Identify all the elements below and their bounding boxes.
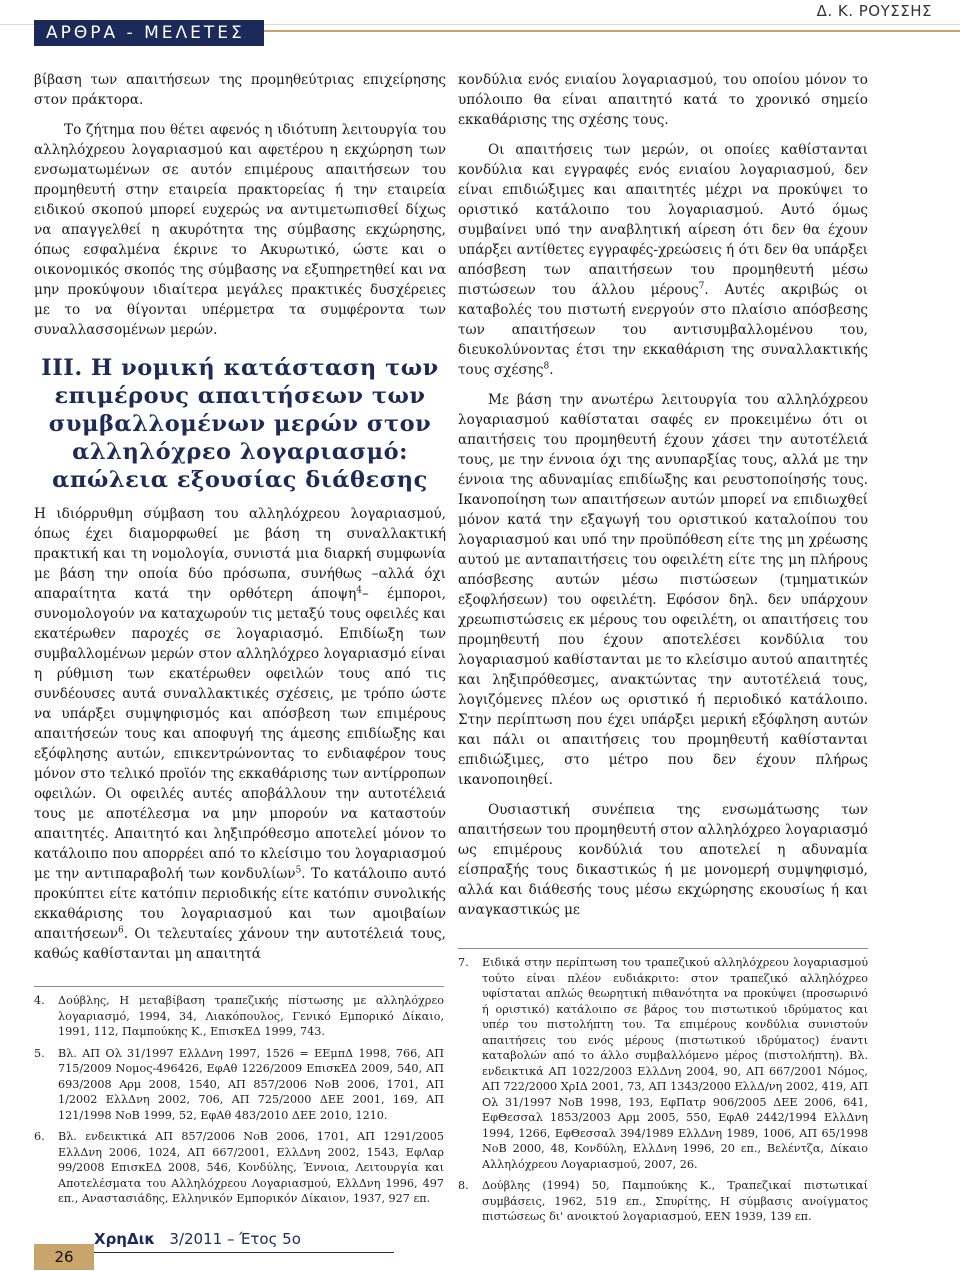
footnote-ref[interactable]: 6: [117, 925, 124, 936]
journal-info: [94, 1230, 301, 1248]
footnotes-left: [34, 986, 444, 1213]
footnote-8: [458, 1178, 868, 1225]
footnote-text: Βλ. ΑΠ Ολ 31/1997 ΕλλΔνη 1997, 1526 = ΕΕμπΔ 1998, 766, ΑΠ 715/2009 Νομος-496426, ΕφΑθ 1226/2009 ΕπισκΕΔ 2009, 540, ΑΠ 693/2008 Αρμ 2008, 1540, ΑΠ 857/2006 ΝοΒ 2006, 1701, ΑΠ 1/2002 ΕλλΔνη 2002, 706, ΑΠ 725/2000 ΔΕΕ 2001, 169, ΑΠ 121/1998 ΝοΒ 1999, 52, ΕφΑθ 483/2010 ΔΕΕ 2010, 1210.: [58, 1046, 444, 1122]
left-column: [34, 70, 446, 964]
text-run: Οι απαιτήσεις των μερών, οι οποίες καθίστανται κονδύλια και εγγραφές ενός ενιαίου λογαριασμού, δεν είναι επιδιώξιμες και απαιτητές μέχρι να προκύψει το οριστικό κατάλοιπο του λογαριασμού. Αυτό όμως συμβαίνει υπό την αναβλητική αίρεση ότι δεν θα έχουν υπάρξει αντίθετες εγγραφές-χρεώσεις ή ότι δεν θα υπάρξει απόσβεση των απαιτήσεων του προμηθευτή μέσω πιστώσεων του άλλου μέρους: [458, 142, 868, 298]
text-run: Η ιδιόρρυθμη σύμβαση του αλληλόχρεου λογαριασμού, όπως έχει διαμορφωθεί με βάση τη συναλλακτική πρακτική και τη νομολογία, συνιστά μια διαρκή συμφωνία με βάση την οποία δύο πρόσωπα, συνήθως –αλλά όχι απαραίτητα κατά την ορθότερη άποψη: [34, 506, 446, 602]
footer-rule: [94, 1252, 394, 1253]
text-run: – έμποροι, συνομολογούν να καταχωρούν τις μεταξύ τους οφειλές και εκατέρωθεν παροχές σε λογαριασμό. Επιδίωξη των συμβαλλομένων μερών στον αλληλόχρεο λογαριασμό είναι η ρύθμιση των εκατέρωθεν οφειλών τους από τις συνδέουσες αυτά συναλλακτικές σχέσεις, με τρόπο ώστε να υπάρξει συμψηφισμός και απόσβεση των επιμέρους απαιτήσεών τους και αποφυγή της άμεσης επιδίωξης και εξόφλησης αυτών, επικεντρώνοντας το ενδιαφέρον τους μόνον στο τελικό προϊόν της εκκαθάρισης των αντίρροπων οφειλών. Οι οφειλές αυτές αποβάλλουν την αυτοτέλειά τους με αποτέλεσμα να μην μπορούν να καταστούν απαιτητές. Απαιτητό και ληξιπρόθεσμο αποτελεί μόνον το κατάλοιπο που απορρέει από το κλείσιμο του λογαριασμού με την αντιπαραβολή των κονδυλίων: [34, 586, 446, 882]
paragraph: [458, 140, 868, 380]
footnote-text: Δούβλης, Η μεταβίβαση τραπεζικής πίστωσης με αλληλόχρεο λογαριασμό, 1994, 34, Λιακόπουλος, Γενικό Εμπορικό Δίκαιο, 1991, 112, Παμπούκης Κ., ΕπισκΕΔ 1999, 743.: [58, 994, 444, 1038]
section-heading: ΙΙΙ. Η νομική κατάσταση των επιμέρους απαιτήσεων των συμβαλλομένων μερών στον αλληλόχρεο λογαριασμό: απώλεια εξουσίας διάθεσης: [41, 355, 439, 493]
paragraph: κονδύλια ενός ενιαίου λογαριασμού, του οποίου μόνον το υπόλοιπο θα είναι απαιτητό κατά το χρονικό σημείο εκκαθάρισης της σχέσης τους.: [458, 72, 868, 128]
footnote-rule: [34, 986, 444, 987]
text-run: . Οι τελευταίες χάνουν την αυτοτέλειά τους, καθώς καθίστανται μη απαιτητά: [34, 926, 446, 962]
paragraph: Ουσιαστική συνέπεια της ενσωμάτωσης των απαιτήσεων του προμηθευτή στον αλληλόχρεο λογαριασμό ως επιμέρους κονδύλιά του αποτελεί η αδυναμία είσπραξής τους δικαστικώς ή με μονομερή συμψηφισμό, αλλά και διάθεσής τους μέσω εκχώρησης εκουσίως ή και αναγκαστικώς με: [458, 802, 868, 918]
section-tag: ΑΡΘΡΑ - ΜΕΛΕΤΕΣ: [34, 20, 264, 46]
footnote-ref[interactable]: 4: [356, 585, 363, 596]
page-number: 26: [34, 1244, 94, 1270]
footnote-ref[interactable]: 8: [543, 361, 550, 372]
footnote-number: 5.: [34, 1046, 45, 1060]
journal-name: ΧρηΔικ: [94, 1230, 156, 1248]
footnote-text: Ειδικά στην περίπτωση του τραπεζικού αλληλόχρεου λογαριασμού τούτο είναι πλέον ευδιάκριτο: στον τραπεζικό αλληλόχρεο υφίσταται απλώς θεωρητική πιθανότητα να προκύψει (προσωρινό ή οριστικό) κατάλοιπο σε βάρος του πιστωτικού ιδρύματος και υπέρ του πιστολήπτη του. Τα επιμέρους κονδύλια συνιστούν απαιτήσεις του ενός μέρους (πιστωτικού ιδρύματος) έναντι καταβολών από το άλλο συμβαλλόμενο μέρος (πιστολήπτη). Βλ. ενδεικτικά ΑΠ 1022/2003 ΕλλΔνη 2004, 90, ΑΠ 667/2001 Νόμος, ΑΠ 722/2000 ΧρΙΔ 2001, 73, ΑΠ 1343/2000 ΕλλΔ/νη 2002, 419, ΑΠ Ολ 31/1997 ΝοΒ 1998, 193, ΕφΠατρ 906/2005 ΔΕΕ 2006, 641, ΕφΘεσσαλ 1853/2003 Αρμ 2005, 550, ΕφΑθ 2442/1994 ΕλλΔνη 1994, 1266, ΕφΘεσσαλ 394/1989 ΕλλΔνη 1989, 1006, ΑΠ 65/1998 ΝοΒ 2000, 48, Κονδύλη, ΕλλΔνη 1996, 20 επ., Βελέντζα, Δίκαιο Αλληλόχρεου Λογαριασμού, 2007, 26.: [482, 956, 868, 1171]
paragraph: [34, 504, 446, 964]
paragraph: βίβαση των απαιτήσεων της προμηθεύτριας επιχείρησης στον πράκτορα.: [34, 72, 446, 108]
page-footer: [34, 1230, 934, 1271]
footnote-ref[interactable]: 5: [295, 865, 302, 876]
footnote-6: [34, 1129, 444, 1207]
journal-issue: 3/2011 – Έτος 5ο: [169, 1230, 301, 1248]
paragraph: Το ζήτημα που θέτει αφενός η ιδιότυπη λειτουργία του αλληλόχρεου λογαριασμού και αφετέρου η εκχώρηση των ενσωματωμένων σε αυτόν επιμέρους απαιτήσεων του προμηθευτή στην εταιρεία πρακτορείας ή την εταιρεία ειδικού σκοπού μπορεί ευχερώς να αντιμετωπισθεί δίχως να απαγγελθεί η ακυρότητα της σύμβασης εκχώρησης, όπως εσφαλμένα έκρινε το Ακυρωτικό, ώστε και ο οικονομικός σκοπός της σύμβασης να εξυπηρετηθεί και να μην προκύψουν ιδιαίτερα μεγάλες πρακτικές δυσχέρειες με το να θίγονται υπέρμετρα τα συμφέροντα των συναλλασσομένων μερών.: [34, 122, 446, 338]
header-rule: [264, 30, 960, 32]
author-name: Δ. Κ. ΡΟΥΣΣΗΣ: [816, 2, 932, 20]
right-column: [458, 70, 868, 920]
text-run: . Το κατάλοιπο αυτό προκύπτει είτε κατόπιν περιοδικής είτε κατόπιν συνολικής εκκαθάρισης του λογαριασμού και των αμοιβαίων απαιτήσεων: [34, 866, 446, 942]
footnote-ref[interactable]: 7: [698, 281, 705, 292]
paragraph: Με βάση την ανωτέρω λειτουργία του αλληλόχρεου λογαριασμού καθίσταται σαφές εν προκειμένω ότι οι απαιτήσεις του προμηθευτή έχουν χάσει την αυτοτέλειά τους, με την έννοια όχι της ανυπαρξίας τους, αλλά με την έννοια της αδυναμίας επιδίωξης και ρευστοποίησής τους. Ικανοποίηση των απαιτήσεων αυτών μπορεί να επιδιωχθεί μόνον κατά την εξαγωγή του οριστικού καταλοίπου του λογαριασμού και υπό την προϋπόθεση είτε της μη χρέωσης αυτού με ανταπαιτήσεις του οφειλέτη είτε της μη πλήρους απόσβεσης αυτών μέσω πιστώσεων (τμηματικών εξοφλήσεων) του οφειλέτη. Εφόσον δηλ. δεν υπάρχουν χρεωπιστώσεις εκ μέρους του οφειλέτη, οι απαιτήσεις του προμηθευτή που έχουν αποτελέσει κονδύλια του λογαριασμού καθίστανται με το κλείσιμο αυτού απαιτητές και ληξιπρόθεσμες, ανακτώντας την αυτοτέλειά τους, λογιζόμενες πλέον ως οριστικό ή περιοδικό κατάλοιπο. Στην περίπτωση που έχει υπάρξει μερική εξόφληση αυτών και πάλι οι απαιτήσεις του προμηθευτή καθίστανται επιδιώξιμες, στο μέτρο που δεν έχουν πλήρως ικανοποιηθεί.: [458, 392, 868, 788]
footnote-text: Δούβλης (1994) 50, Παμπούκης Κ., Τραπεζικαί πιστωτικαί συμβάσεις, 1962, 519 επ., Σπυρίτης, Η σύμβασις ανοίγματος πιστώσεως δι' ανοικτού λογαριασμού, ΕΕΝ 1939, 139 επ.: [482, 1179, 868, 1223]
text-run: . Αυτές ακριβώς οι καταβολές του πιστωτή ενεργούν στο πλαίσιο απόσβεσης των απαιτήσεων του αντισυμβαλλομένου του, διευκολύνοντας έτσι την εκκαθάριση της συναλλακτικής τους σχέσης: [458, 282, 868, 378]
text-run: .: [549, 362, 554, 378]
page-header: [0, 0, 960, 44]
footnotes-right: [458, 948, 868, 1231]
footnote-text: Βλ. ενδεικτικά ΑΠ 857/2006 ΝοΒ 2006, 1701, ΑΠ 1291/2005 ΕλλΔνη 2006, 1024, ΑΠ 667/2001, ΕλλΔνη 2002, 1543, ΕφΛαρ 99/2008 ΕπισκΕΔ 2008, 546, Κονδύλης, Έννοια, Λειτουργία και Αποτελέσματα του Αλληλόχρεου Λογαριασμού, ΕλλΔνη 1996, 497 επ., Αναστασιάδης, Ελληνικόν Εμπορικόν Δίκαιον, 1937, 927 επ.: [58, 1130, 444, 1205]
footnote-rule: [458, 948, 868, 949]
footnote-5: [34, 1046, 444, 1124]
footnote-number: 4.: [34, 994, 45, 1007]
footnote-number: 7.: [458, 956, 469, 969]
footnote-number: 6.: [34, 1130, 45, 1143]
footnote-number: 8.: [458, 1179, 469, 1192]
footnote-4: [34, 993, 444, 1040]
footnote-7: [458, 955, 868, 1172]
